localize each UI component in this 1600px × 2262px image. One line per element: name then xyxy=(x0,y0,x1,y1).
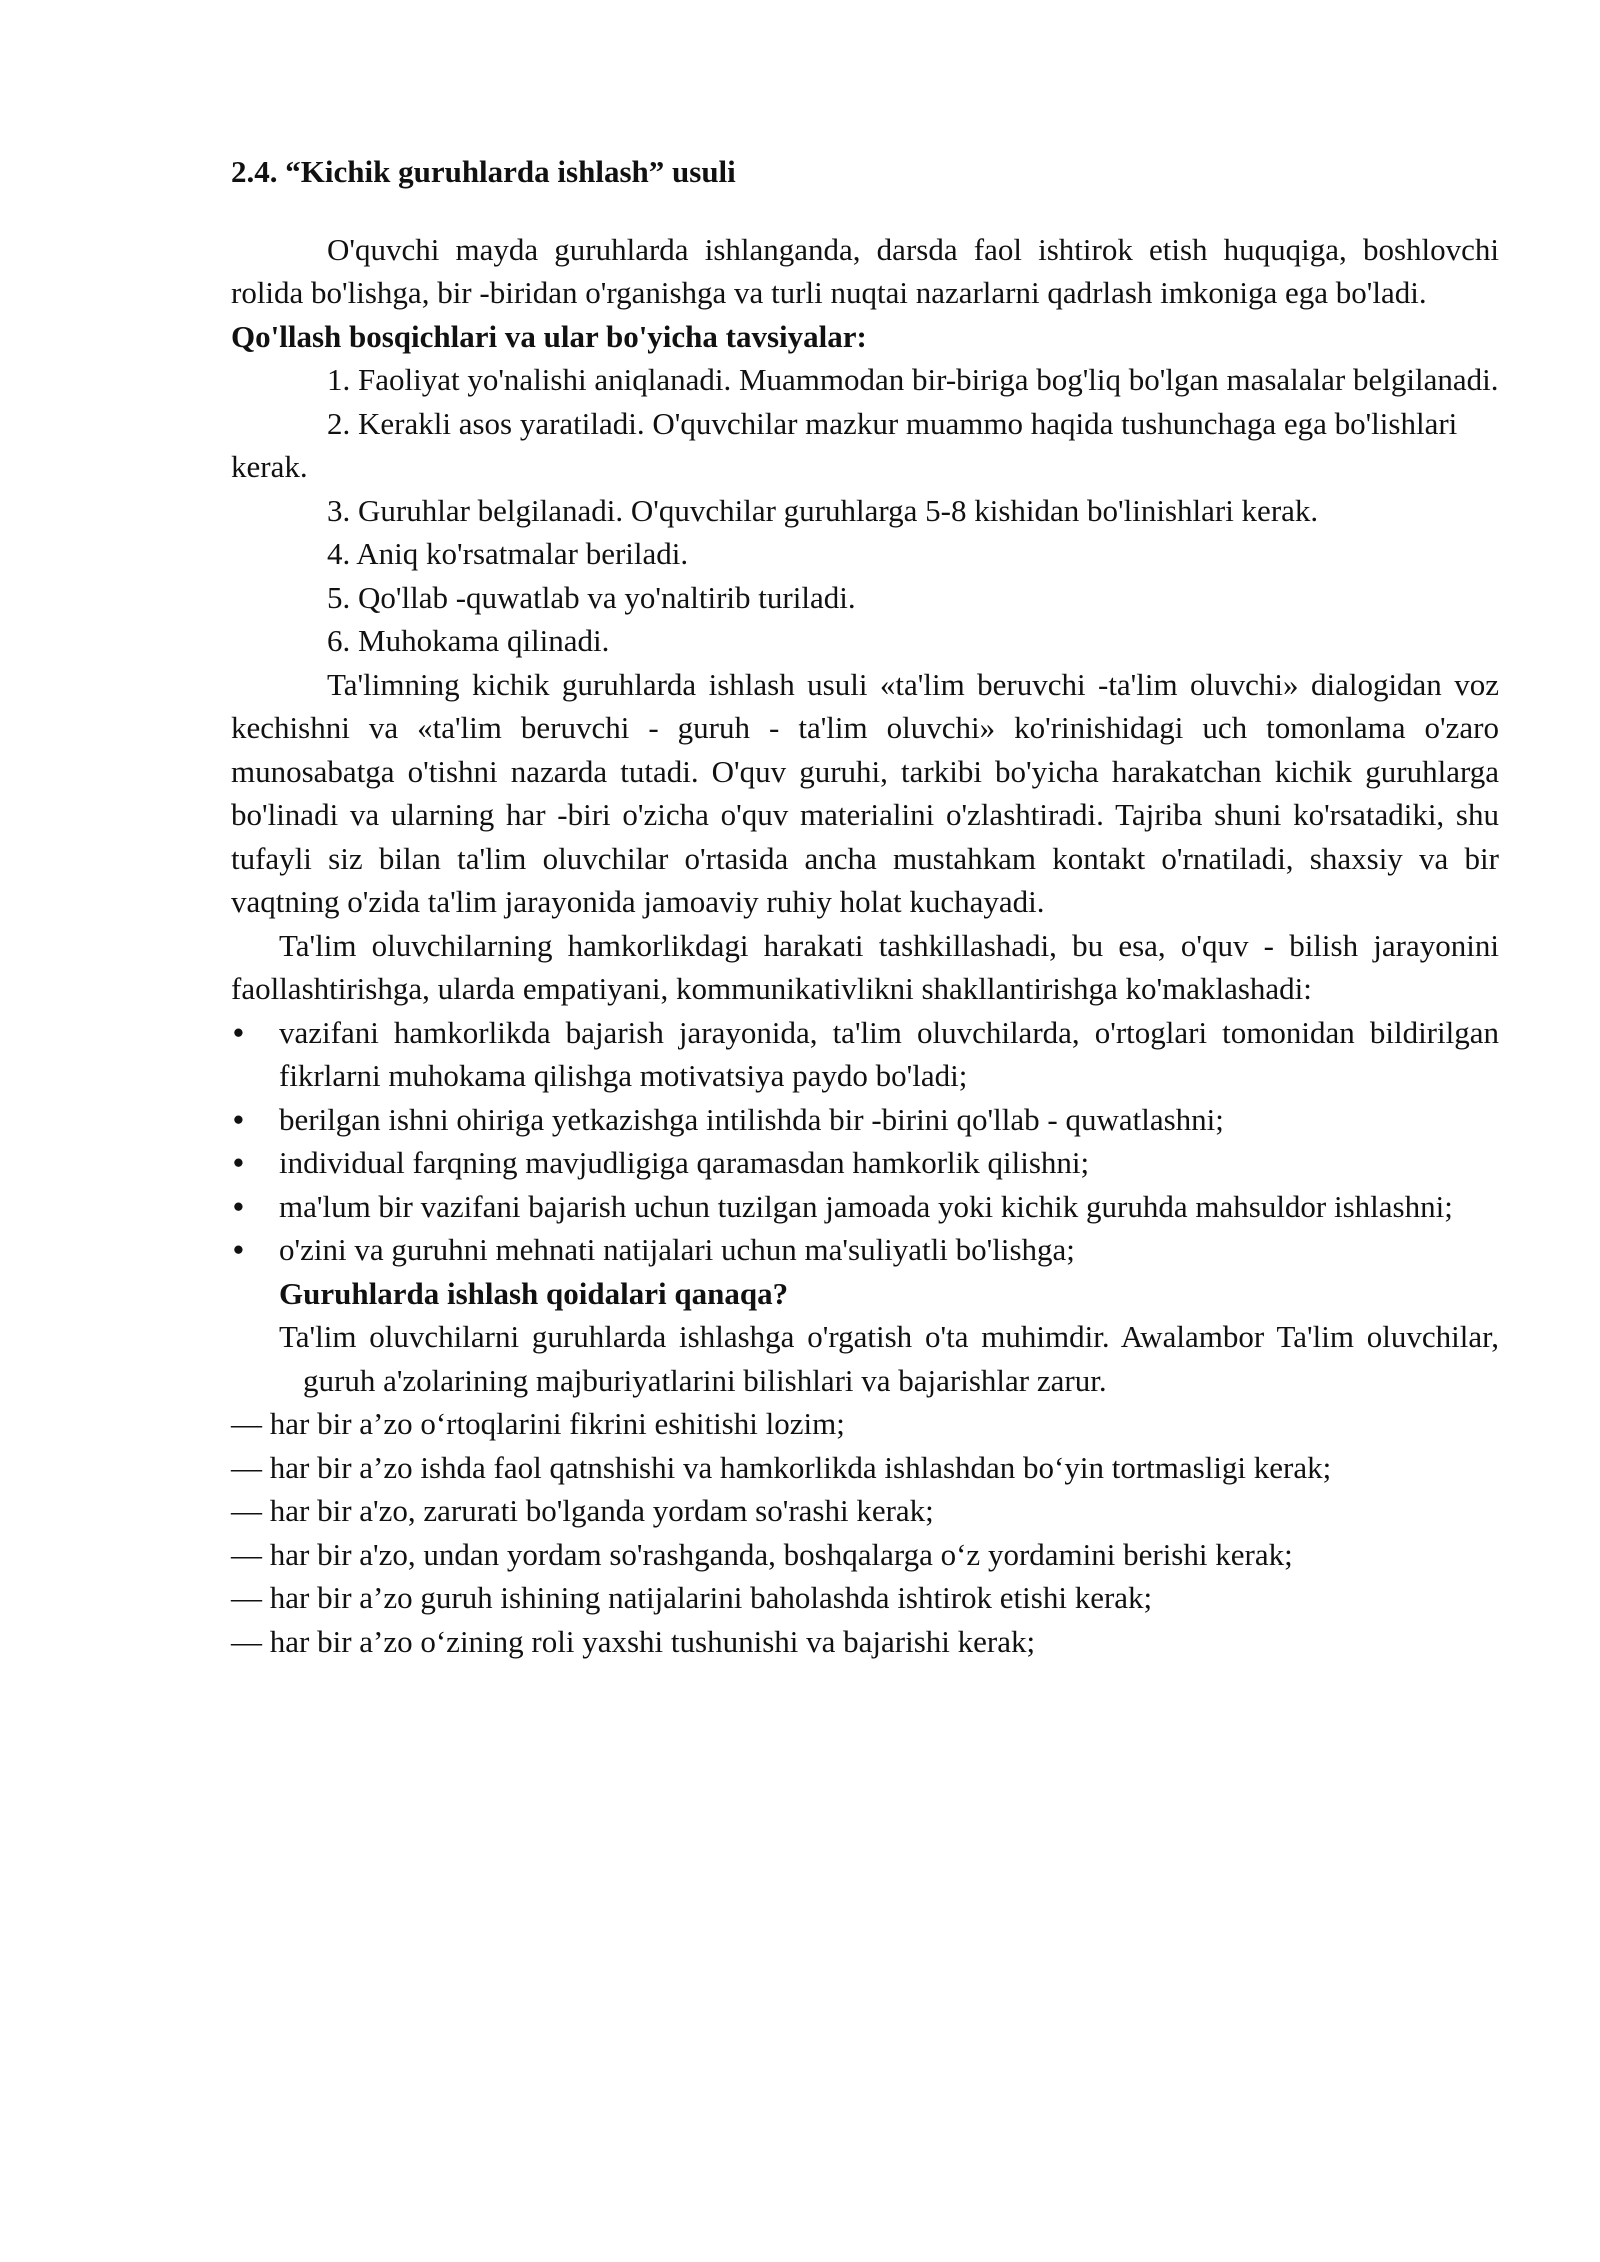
step-item: 4. Aniq ko'rsatmalar beriladi. xyxy=(327,536,689,571)
rule-item: — har bir a’zo o‘rtoqlarini fikrini eshitishi lozim; xyxy=(231,1406,845,1441)
intro-paragraph: O'quvchi mayda guruhlarda ishlanganda, darsda faol ishtirok etish huquqiga, boshlovchi rolida bo'lishga, bir -biridan o'rganishga va turli nuqtai nazarlarni qadrlash imkoniga ega bo'ladi. xyxy=(231,231,1499,310)
bullet-icon: • xyxy=(233,1014,244,1050)
list-item: • vazifani hamkorlikda bajarish jarayonida, ta'lim oluvchilarda, o'rtoglari tomonidan bildirilgan fikrlarni muhokama qilishga motivatsiya paydo bo'ladi; xyxy=(231,1011,1499,1098)
bullet-icon: • xyxy=(233,1232,244,1267)
list-item: • o'zini va guruhni mehnati natijalari uchun ma'suliyatli bo'lishga; xyxy=(231,1228,1499,1272)
bullet-icon: • xyxy=(233,1145,244,1180)
body-paragraph: Ta'lim oluvchilarning hamkorlikdagi harakati tashkillashadi, bu esa, o'quv - bilish jarayonini faollashtirishga, ularda empatiyani, kommunikativlikni shakllantirishga ko'maklashadi: xyxy=(231,927,1499,1006)
body-paragraph: Ta'limning kichik guruhlarda ishlash usuli «ta'lim beruvchi -ta'lim oluvchi» dialogidan voz kechishni va «ta'lim beruvchi - guruh - ta'lim oluvchi» ko'rinishidagi uch tomonlama o'zaro munosabatga o'tishni nazarda tutadi. O'quv guruhi, tarkibi bo'yicha harakatchan kichik guruhlarga bo'linadi va ularning har -biri o'zicha o'quv materialini o'zlashtiradi. Tajriba shuni ko'rsatadiki, shu tufayli siz bilan ta'lim oluvchilar o'rtasida ancha mustahkam kontakt o'rnatiladi, shaxsiy va bir vaqtning o'zida ta'lim jarayonida jamoaviy ruhiy holat kuchayadi. xyxy=(231,666,1499,919)
step-item: 5. Qo'llab -quwatlab va yo'naltirib turiladi. xyxy=(327,579,856,615)
rules-heading: Guruhlarda ishlash qoidalari qanaqa? xyxy=(279,1275,789,1311)
benefits-list xyxy=(231,1011,1499,1272)
step-item: 6. Muhokama qilinadi. xyxy=(327,623,610,658)
rules-intro: Ta'lim oluvchilarni guruhlarda ishlashga o'rgatish o'ta muhimdir. Awalambor Ta'lim oluvchilar, guruh a'zolarining majburiyatlarini bilishlari va bajarishlar zarur. xyxy=(279,1319,1499,1398)
rule-item: — har bir a’zo o‘zining roli yaxshi tushunishi va bajarishi kerak; xyxy=(231,1623,1036,1659)
list-item: • ma'lum bir vazifani bajarish uchun tuzilgan jamoada yoki kichik guruhda mahsuldor ishlashni; xyxy=(231,1185,1499,1229)
step-item: 1. Faoliyat yo'nalishi aniqlanadi. Muammodan bir-biriga bog'liq bo'lgan masalalar belgilanadi. xyxy=(327,362,1499,397)
bullet-icon: • xyxy=(233,1101,244,1137)
step-item: 2. Kerakli asos yaratiladi. O'quvchilar mazkur muammo haqida tushunchaga ega bo'lishlari kerak. xyxy=(231,405,1458,484)
rule-item: — har bir a’zo ishda faol qatnshishi va hamkorlikda ishlashdan bo‘yin tortmasligi kerak; xyxy=(231,1449,1332,1485)
document-page xyxy=(231,150,1499,1663)
rule-item: — har bir a'zo, undan yordam so'rashganda, boshqalarga o‘z yordamini berishi kerak; xyxy=(231,1536,1293,1572)
section-title: 2.4. “Kichik guruhlarda ishlash” usuli xyxy=(231,154,736,189)
rule-item: — har bir a'zo, zarurati bo'lganda yordam so'rashi kerak; xyxy=(231,1493,934,1528)
rule-item: — har bir a’zo guruh ishining natijalarini baholashda ishtirok etishi kerak; xyxy=(231,1580,1153,1615)
step-item: 3. Guruhlar belgilanadi. O'quvchilar guruhlarga 5-8 kishidan bo'linishlari kerak. xyxy=(327,492,1319,528)
steps-heading: Qo'llash bosqichlari va ular bo'yicha tavsiyalar: xyxy=(231,318,867,354)
bullet-icon: • xyxy=(233,1188,244,1224)
list-item: • individual farqning mavjudligiga qaramasdan hamkorlik qilishni; xyxy=(231,1141,1499,1185)
list-item: • berilgan ishni ohiriga yetkazishga intilishda bir -birini qo'llab - quwatlashni; xyxy=(231,1098,1499,1142)
